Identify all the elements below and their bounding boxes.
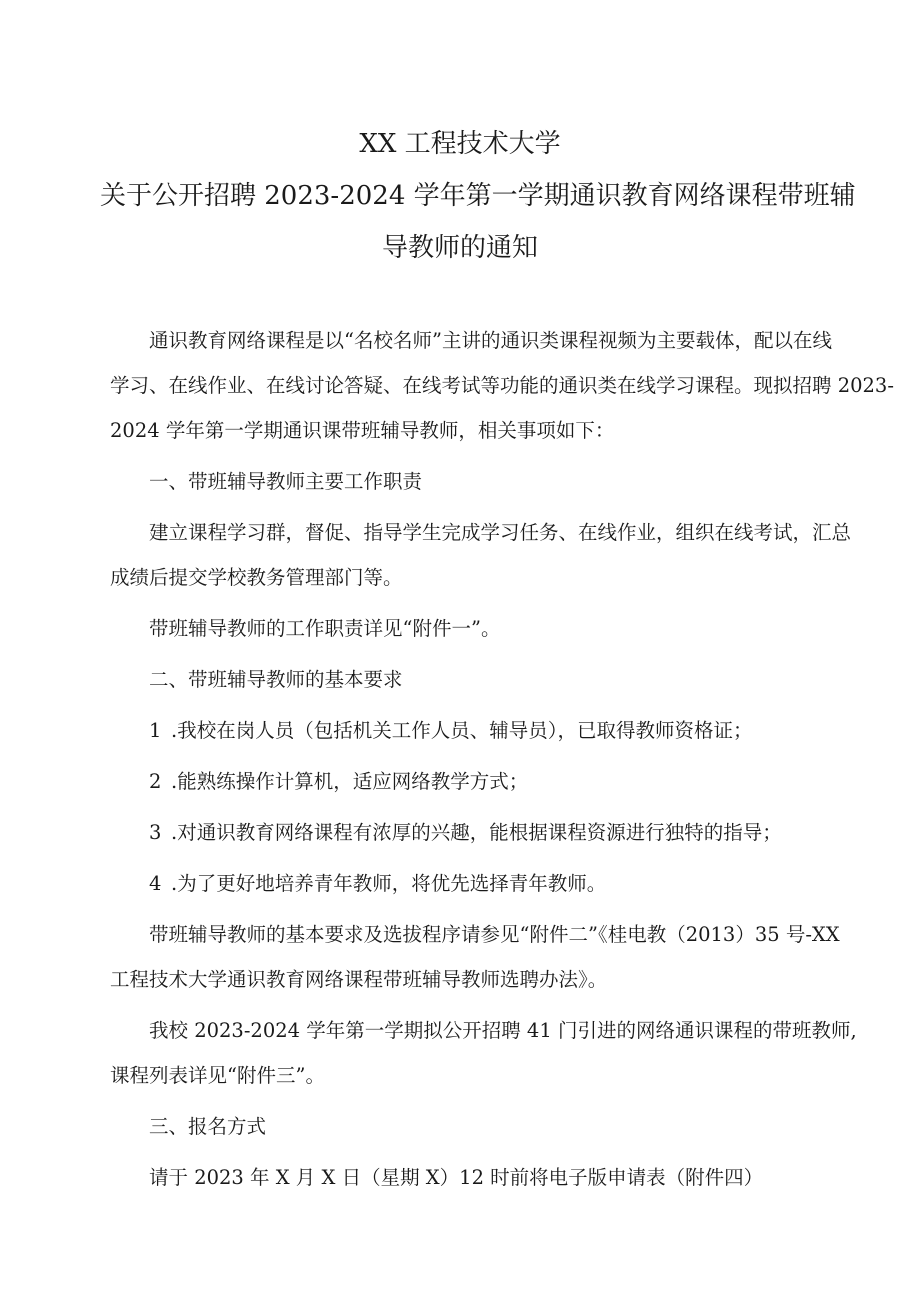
document-body [110,318,894,1206]
procedure-line-1: 带班辅导教师的基本要求及选拔程序请参见“附件二”《桂电教（2013）35 号-XX [149,923,840,946]
section-1-duties-paragraph [110,510,852,600]
document-title [100,118,856,274]
registration-line-1: 请于 2023 年 X 月 X 日（星期 X）12 时前将电子版申请表（附件四） [149,1166,764,1189]
section-1-heading: 一、带班辅导教师主要工作职责 [149,470,423,493]
section-1-attachment-reference: 带班辅导教师的工作职责详见“附件一”。 [149,617,501,640]
requirement-number: 4 [149,872,162,895]
section-2-heading: 二、带班辅导教师的基本要求 [149,668,403,691]
registration-paragraph [110,1155,815,1200]
intro-line-1: 通识教育网络课程是以“名校名师”主讲的通识类课程视频为主要载体，配以在线 [149,329,832,352]
intro-line-2: 学习、在线作业、在线讨论答疑、在线考试等功能的通识类在线学习课程。现拟招聘 2023- [110,374,894,397]
selection-procedure-reference [110,912,840,1002]
requirement-number: 2 [149,770,162,793]
title-subject-line1: 关于公开招聘 2023-2024 学年第一学期通识教育网络课程带班辅 [100,181,856,211]
requirement-item-3 [110,810,815,855]
course-list-paragraph [110,1008,857,1098]
requirement-item-4 [110,861,815,906]
requirement-text: .能熟练操作计算机，适应网络教学方式； [171,770,529,793]
requirement-number: 3 [149,821,162,844]
duties-line-1: 建立课程学习群，督促、指导学生完成学习任务、在线作业，组织在线考试，汇总 [149,521,852,544]
requirement-number: 1 [149,719,162,742]
requirement-item-2 [110,759,815,804]
course-line-2: 课程列表详见“附件三”。 [110,1064,325,1087]
title-subject-line2: 导教师的通知 [381,233,538,263]
procedure-line-2: 工程技术大学通识教育网络课程带班辅导教师选聘办法》。 [110,968,608,991]
intro-paragraph [110,318,894,453]
duties-line-2: 成绩后提交学校教务管理部门等。 [110,566,403,589]
intro-line-3: 2024 学年第一学期通识课带班辅导教师，相关事项如下： [110,419,615,442]
section-3-heading: 三、报名方式 [149,1115,267,1138]
requirement-text: .我校在岗人员（包括机关工作人员、辅导员），已取得教师资格证； [171,719,753,742]
title-university: XX 工程技术大学 [359,129,561,159]
requirement-text: .为了更好地培养青年教师，将优先选择青年教师。 [171,872,607,895]
course-line-1: 我校 2023-2024 学年第一学期拟公开招聘 41 门引进的网络通识课程的带班教师, [149,1019,857,1042]
requirement-text: .对通识教育网络课程有浓厚的兴趣，能根据课程资源进行独特的指导； [171,821,782,844]
requirement-item-1 [110,708,815,753]
